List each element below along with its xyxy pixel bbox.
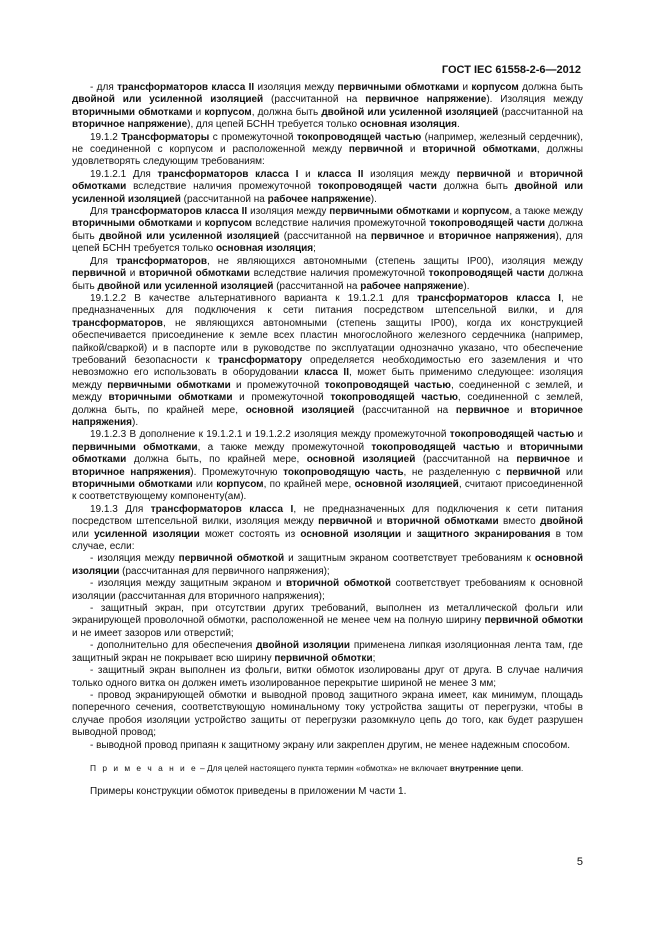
list-item: - выводной провод припаян к защитному экрану или закреплен другим, не менее надежным способом.	[90, 739, 571, 751]
paragraph: Для трансформаторов, не являющихся автономными (степень защиты IP00), изоляция между первичной и вторичной обмотками вследствие наличия промежуточной токопроводящей части должна быть двойной или усиленной изоляцией (рассчитанной на рабочее напряжение).	[72, 255, 584, 292]
paragraph: 19.1.3 Для трансформаторов класса I, не предназначенных для подключения к сети питания посредством штепсельной вилки, изоляция между первичной и вторичной обмотками вместо двойной или усиленной изоляции может состоять из основной изоляции и защитного экранирования в том случае, если:	[72, 503, 584, 553]
note	[72, 762, 583, 774]
closing-paragraph: Примеры конструкции обмоток приведены в приложении М части 1.	[90, 786, 407, 798]
paragraph: - для трансформаторов класса II изоляция между первичными обмотками и корпусом должна быть двойной или усиленной изоляцией (рассчитанной на первичное напряжение). Изоляция между вторичными обмотками и корпусом, должна быть двойной или усиленной изоляцией (рассчитанной на вторичное напряжение), для цепей БСНН требуется только основная изоляция.	[72, 82, 583, 131]
paragraph: 19.1.2.1 Для трансформаторов класса I и класса II изоляция между первичной и вторичной обмотками вследствие наличия промежуточной токопроводящей части должна быть двойной или усиленной изоляцией (рассчитанной на рабочее напряжение).	[72, 168, 584, 205]
paragraph: Для трансформаторов класса II изоляция между первичными обмотками и корпусом, а также между вторичными обмотками и корпусом вследствие наличия промежуточной токопроводящей части должна быть двойной или усиленной изоляцией (рассчитанной на первичное и вторичное напряжения), для цепей БСНН требуется только основная изоляция;	[72, 206, 583, 255]
paragraph: 19.1.2.3 В дополнение к 19.1.2.1 и 19.1.2.2 изоляция между промежуточной токопроводящей частью и первичными обмотками, а также между промежуточной токопроводящей частью и вторичными обмотками должна быть, по крайней мере, основной изоляцией (рассчитанной на первичное и вторичное напряжения). Промежуточную токопроводящую часть, не разделенную с первичной или вторичными обмотками или корпусом, по крайней мере, основной изоляцией, считают присоединенной к соответствующему компоненту(ам).	[72, 429, 583, 503]
note-text: – Для целей настоящего пункта термин «обмотка» не включает внутренние цепи.	[197, 762, 524, 773]
paragraph: 19.1.2.2 В качестве альтернативного варианта к 19.1.2.1 для трансформаторов класса I, не предназначенных для подключения к сети питания посредством штепсельной вилки, и для трансформаторов, не являющихся автономными (степень защиты IP00), когда их конструкцией обеспечивается присоединение к земле всех пластин многослойного железного сердечника (например, пайкой/сваркой) и в паспорте или в руководстве по эксплуатации однозначно указано, что обеспечение требований безопасности к трансформатору определяется необходимостью его заземления и что невозможно его использовать в оборудовании класса II, может быть применимо следующее: изоляция между первичными обмотками и промежуточной токопроводящей частью, соединенной с землей, и между вторичными обмотками и промежуточной токопроводящей частью, соединенной с землей, должна быть, по крайней мере, основной изоляцией (рассчитанной на первичное и вторичное напряжения).	[72, 292, 584, 428]
list-item: - защитный экран выполнен из фольги, витки обмоток изолированы друг от друга. В случае наличия только одного витка он должен иметь изолированное перекрытие шириной не менее 3 мм;	[72, 665, 583, 689]
page-number: 5	[576, 856, 583, 868]
document-header: ГОСТ IEC 61558-2-6—2012	[441, 64, 581, 76]
page-content	[72, 82, 583, 799]
paragraph: 19.1.2 Трансформаторы с промежуточной токопроводящей частью (например, железный сердечник), не соединенной с корпусом и расположенной между первичной и вторичной обмотками, должны удовлетворять следующим требованиям:	[72, 131, 584, 168]
list-item: - провод экранирующей обмотки и выводной провод защитного экрана имеет, как минимум, площадь поперечного сечения, соответствующую номинальному току устройства защиты от перегрузки, чтобы в случае пробоя изоляции устройство защиты от перегрузки разомкнуло цепь до того, как будет разрушен выводной провод;	[72, 689, 583, 739]
list-item: - защитный экран, при отсутствии других требований, выполнен из металлической фольги или экранирующей проволочной обмотки, расположенной не менее чем на полную ширину первичной обмотки и не имеет зазоров или отверстий;	[72, 603, 583, 639]
note-label: П р и м е ч а н и е	[90, 762, 198, 773]
list-item: - изоляция между защитным экраном и вторичной обмоткой соответствует требованиям к основной изоляции (рассчитанная для вторичного напряжения);	[72, 578, 583, 602]
list-item: - изоляция между первичной обмоткой и защитным экраном соответствует требованиям к основной изоляции (рассчитанная для первичного напряжения);	[72, 553, 583, 577]
list-item: - дополнительно для обеспечения двойной изоляции применена липкая изоляционная лента там, где защитный экран не покрывает всю ширину первичной обмотки;	[72, 640, 583, 664]
